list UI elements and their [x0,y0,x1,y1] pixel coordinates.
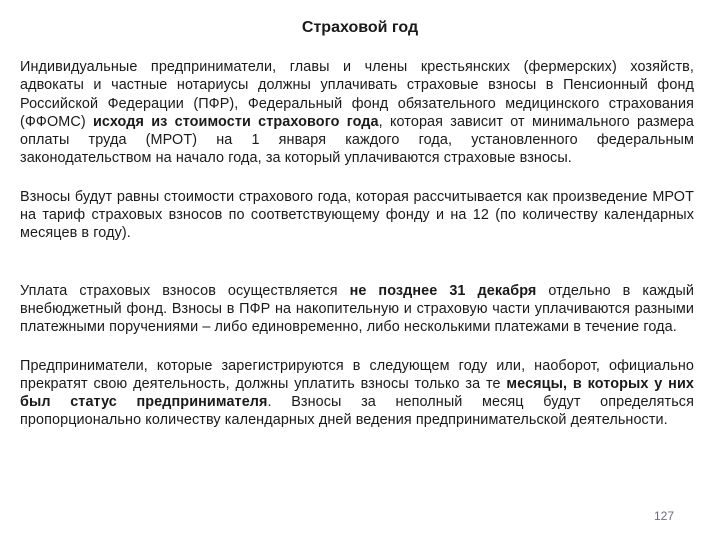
page-number: 127 [654,509,675,523]
paragraph-emphasis: месяцы, в которых у них был статус предпринимателя [20,375,694,411]
paragraph-text: Взносы будут равны стоимости страхового года, которая рассчитывается как произведение МРОТ на тариф страховых взносов по соответствующему фонду и на 12 (по количеству календарных месяцев в году). [20,188,694,242]
paragraph-text: Предприниматели, которые зарегистрируются в следующем году или, наоборот, официально прекратят свою деятельность, должны уплатить взносы только за те [20,357,694,392]
paragraph-text: Индивидуальные предприниматели, главы и члены крестьянских (фермерских) хозяйств, адвокаты и частные нотариусы должны уплачивать страховые взносы в Пенсионный фонд Российской Федерации (ПФР), Федеральный фонд обязательного медицинского страхования (ФФОМС) [20,59,694,130]
slide-body [20,58,694,430]
page-title: Страховой год [301,19,419,36]
paragraph-text: , которая зависит от минимального размера оплаты труда (МРОТ) на 1 января каждого года, установленного федеральным законодательством на начало года, за который уплачиваются страховые взносы. [20,113,695,167]
paragraph-payment-deadline [20,282,694,337]
paragraph-emphasis: исходя из стоимости страхового года [92,113,379,130]
paragraph-emphasis: не позднее 31 декабря [349,282,537,299]
paragraph-calculation [20,188,694,243]
paragraph-partial-year [20,357,694,430]
paragraph-insurance-contributions [20,58,694,168]
paragraph-text: Уплата страховых взносов осуществляется [20,282,350,299]
paragraph-text: отдельно в каждый внебюджетный фонд. Взносы в ПФР на накопительную и страховую части уплачиваются разными платежными поручениями – либо единовременно, либо несколькими платежами в течение года. [20,282,694,336]
paragraph-text: . Взносы за неполный месяц будут определяться пропорционально количеству календарных дней ведения предпринимательской деятельности. [20,394,694,429]
